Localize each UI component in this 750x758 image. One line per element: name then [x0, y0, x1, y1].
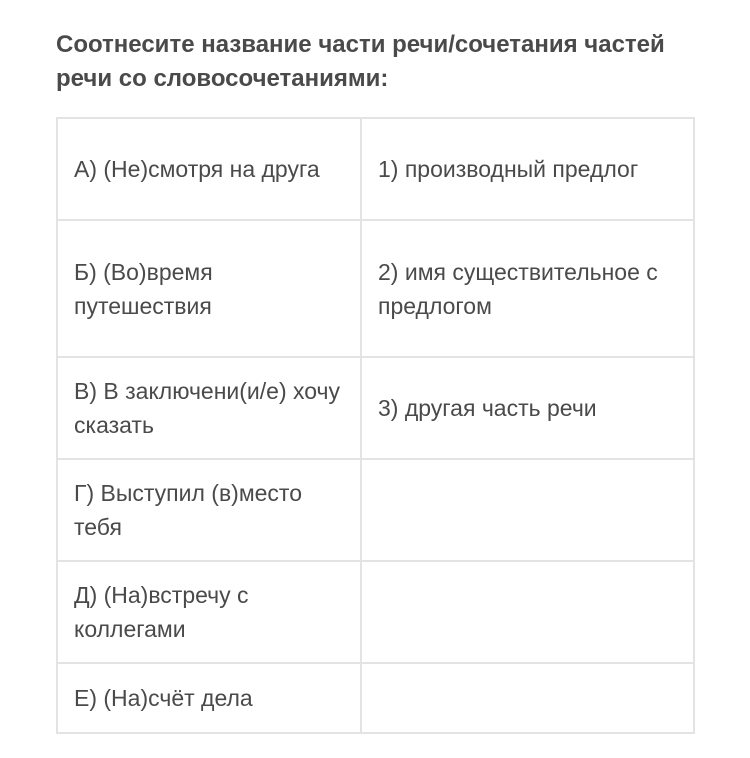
right-item-empty: [361, 663, 694, 733]
left-item-a: А) (Не)смотря на друга: [57, 118, 361, 220]
right-item-2: 2) имя существительное с предлогом: [361, 220, 694, 357]
matching-table: [56, 117, 695, 734]
left-item-g: Г) Выступил (в)место тебя: [57, 459, 361, 561]
right-item-empty: [361, 459, 694, 561]
table-row: [57, 220, 694, 357]
left-item-v: В) В заключени(и/е) хочу сказать: [57, 357, 361, 459]
right-item-3: 3) другая часть речи: [361, 357, 694, 459]
left-item-b: Б) (Во)время путешествия: [57, 220, 361, 357]
table-row: [57, 118, 694, 220]
table-row: [57, 357, 694, 459]
right-item-empty: [361, 561, 694, 663]
left-item-e: Е) (На)счёт дела: [57, 663, 361, 733]
table-row: [57, 459, 694, 561]
right-item-1: 1) производный предлог: [361, 118, 694, 220]
left-item-d: Д) (На)встречу с коллегами: [57, 561, 361, 663]
task-title: Соотнесите название части речи/сочетания частей речи со словосочетаниями:: [56, 31, 665, 92]
table-row: [57, 561, 694, 663]
table-row: [57, 663, 694, 733]
